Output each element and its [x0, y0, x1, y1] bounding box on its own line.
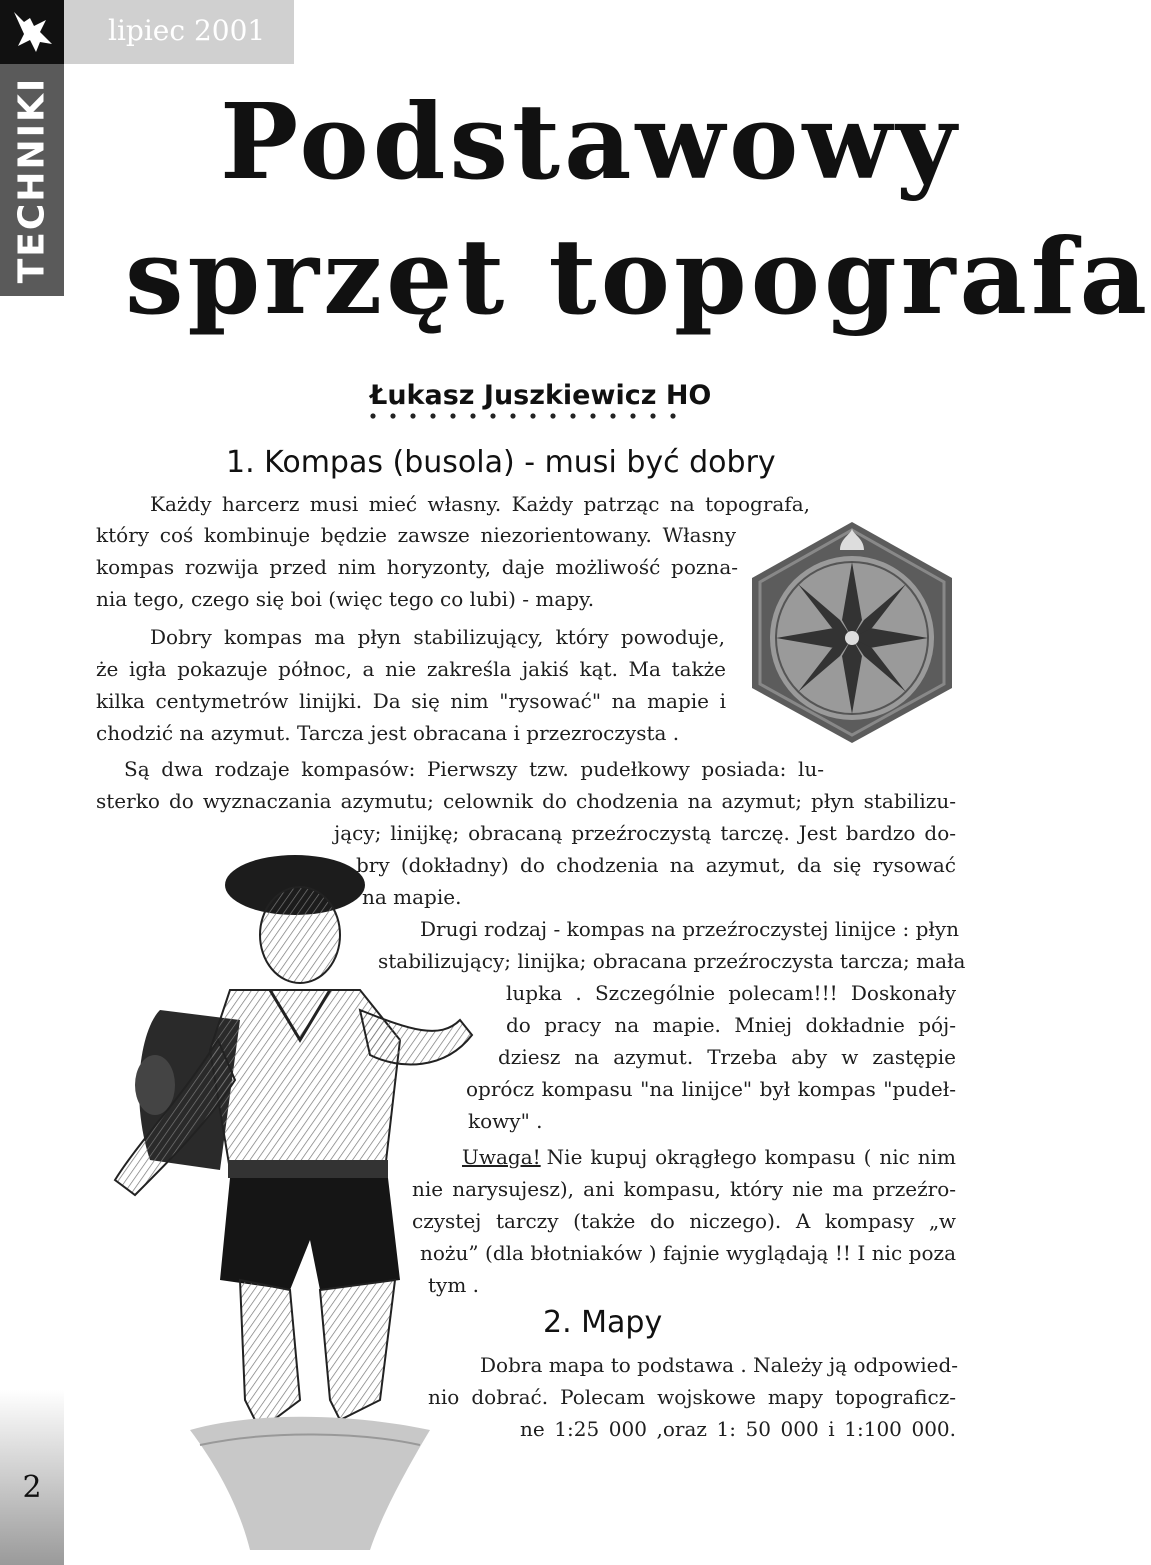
issue-date: lipiec 2001 — [108, 14, 266, 47]
text-line: nio dobrać. Polecam wojskowe mapy topograficz- — [428, 1385, 956, 1409]
text-line: lupka . Szczególnie polecam!!! Doskonały — [506, 981, 956, 1005]
section-heading-maps: 2. Mapy — [543, 1305, 663, 1340]
text-line: ne 1:25 000 ,oraz 1: 50 000 i 1:100 000. — [520, 1417, 956, 1441]
text-line: Nie kupuj okrągłego kompasu ( nic nim — [546, 1145, 956, 1169]
article-title-line-1: Podstawowy — [220, 80, 961, 203]
text-line: Drugi rodzaj - kompas na przeźroczystej linijce : płyn — [420, 917, 960, 941]
compass-badge-icon — [740, 520, 965, 745]
text-line: kilka centymetrów linijki. Da się nim "rysować" na mapie i — [96, 689, 726, 713]
text-line: który coś kombinuje będzie zawsze niezorientowany. Własny — [96, 523, 736, 547]
eagle-logo — [0, 0, 64, 64]
text-line: stabilizujący; linijka; obracana przeźroczysta tarcza; mała — [378, 949, 966, 973]
page-number: 2 — [22, 1470, 42, 1505]
text-line: dziesz na azymut. Trzeba aby w zastępie — [498, 1045, 956, 1069]
warning-label: Uwaga! — [462, 1145, 541, 1169]
text-line: Dobry kompas ma płyn stabilizujący, który powoduje, — [150, 625, 725, 649]
section-heading-compass: 1. Kompas (busola) - musi być dobry — [226, 445, 776, 480]
text-line: Każdy harcerz musi mieć własny. Każdy patrząc na topografa, — [150, 492, 810, 516]
text-line: oprócz kompasu "na linijce" był kompas "pudeł- — [466, 1077, 956, 1101]
text-line: jący; linijkę; obracaną przeźroczystą tarczę. Jest bardzo do- — [334, 821, 956, 845]
section-tab — [0, 64, 64, 296]
text-line: że igła pokazuje północ, a nie zakreśla jakiś kąt. Ma także — [96, 657, 726, 681]
text-line: czystej tarczy (także do niczego). A kompasy „w — [412, 1209, 956, 1233]
article-title-line-2: sprzęt topografa — [125, 215, 1151, 338]
text-line: do pracy na mapie. Mniej dokładnie pój- — [506, 1013, 956, 1037]
text-line: sterko do wyznaczania azymutu; celownik do chodzenia na azymut; płyn stabilizu- — [96, 789, 956, 813]
text-line: na mapie. — [362, 885, 462, 909]
text-line: nia tego, czego się boi (więc tego co lubi) - mapy. — [96, 587, 595, 611]
text-line: nożu” (dla błotniaków ) fajnie wyglądają !! I nic poza — [420, 1241, 956, 1265]
text-line: chodzić na azymut. Tarcza jest obracana i przezroczysta . — [96, 721, 680, 745]
text-line: kowy" . — [468, 1109, 543, 1133]
text-line: Dobra mapa to podstawa . Należy ją odpowied- — [480, 1353, 959, 1377]
text-line: bry (dokładny) do chodzenia na azymut, da się rysować — [356, 853, 956, 877]
text-line: nie narysujesz), ani kompasu, który nie ma przeźro- — [412, 1177, 956, 1201]
text-line: kompas rozwija przed nim horyzonty, daje możliwość pozna- — [96, 555, 738, 579]
section-label: TECHNIKI — [11, 76, 53, 284]
text-line: Są dwa rodzaje kompasów: Pierwszy tzw. pudełkowy posiada: lu- — [124, 757, 824, 781]
author-dotted-underline — [367, 410, 679, 422]
eagle-icon — [0, 0, 64, 64]
warning-line — [462, 1142, 956, 1173]
text-line: tym . — [428, 1273, 480, 1297]
author-name: Łukasz Juszkiewicz HO — [370, 380, 712, 411]
issue-date-bar — [64, 0, 294, 64]
